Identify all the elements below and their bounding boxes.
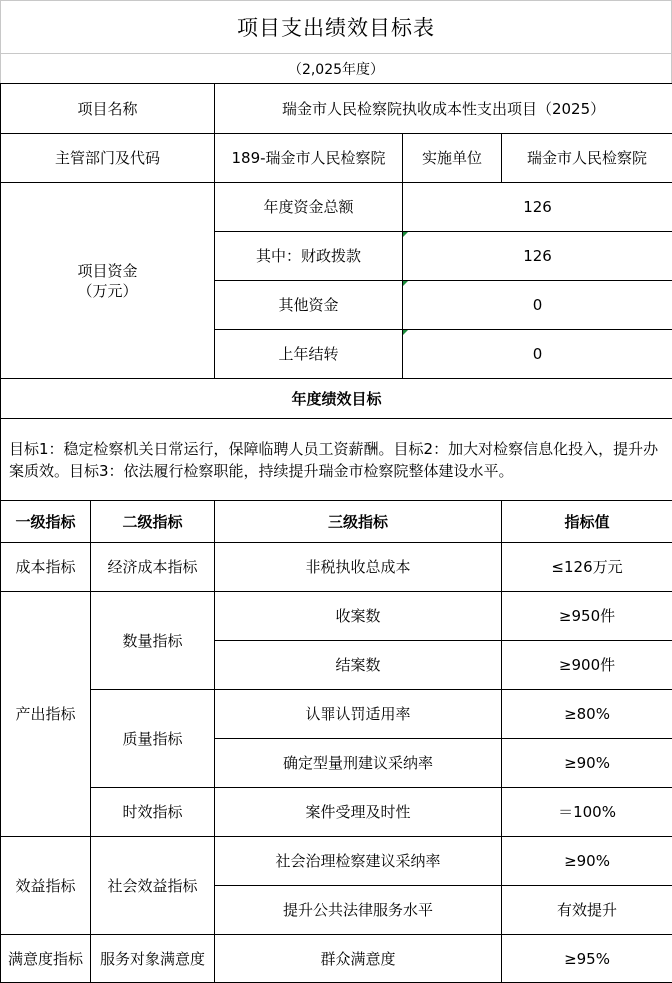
project-name-value: 瑞金市人民检察院执收成本性支出项目（2025） bbox=[215, 84, 672, 134]
indicator-name: 非税执收总成本 bbox=[215, 543, 502, 592]
impl-value: 瑞金市人民检察院 bbox=[502, 134, 672, 183]
dept-value: 189-瑞金市人民检察院 bbox=[215, 134, 403, 183]
indicator-name: 群众满意度 bbox=[215, 935, 502, 983]
funds-row-value: 0 bbox=[403, 281, 672, 330]
project-name-label: 项目名称 bbox=[1, 84, 215, 134]
funds-row-label: 其中：财政拨款 bbox=[215, 232, 403, 281]
header-level3: 三级指标 bbox=[215, 501, 502, 543]
goals-text: 目标1：稳定检察机关日常运行，保障临聘人员工资薪酬。目标2：加大对检察信息化投入，提升办案质效。目标3：依法履行检察职能，持续提升瑞金市检察院整体建设水平。 bbox=[1, 419, 672, 501]
level1-satisfaction: 满意度指标 bbox=[1, 935, 91, 983]
indicator-name: 结案数 bbox=[215, 641, 502, 690]
indicator-value: 有效提升 bbox=[502, 886, 672, 935]
level2-quantity: 数量指标 bbox=[91, 592, 215, 690]
level2-timeliness: 时效指标 bbox=[91, 788, 215, 837]
indicator-value: ≤126万元 bbox=[502, 543, 672, 592]
sheet-title: 项目支出绩效目标表 bbox=[0, 0, 672, 53]
target-table bbox=[0, 83, 672, 983]
funds-label-line2: （万元） bbox=[5, 281, 210, 301]
sheet-year: （2,025年度） bbox=[0, 53, 672, 83]
indicator-value: ≥80% bbox=[502, 690, 672, 739]
funds-row-value: 0 bbox=[403, 330, 672, 379]
indicator-value: ＝100% bbox=[502, 788, 672, 837]
level1-benefit: 效益指标 bbox=[1, 837, 91, 935]
indicator-value: ≥95% bbox=[502, 935, 672, 983]
level2-economic-cost: 经济成本指标 bbox=[91, 543, 215, 592]
header-level1: 一级指标 bbox=[1, 501, 91, 543]
funds-label bbox=[1, 183, 215, 379]
indicator-name: 收案数 bbox=[215, 592, 502, 641]
indicator-name: 确定型量刑建议采纳率 bbox=[215, 739, 502, 788]
funds-row-label: 年度资金总额 bbox=[215, 183, 403, 232]
indicator-name: 社会治理检察建议采纳率 bbox=[215, 837, 502, 886]
funds-label-line1: 项目资金 bbox=[5, 261, 210, 281]
goals-header: 年度绩效目标 bbox=[1, 379, 672, 419]
funds-row-label: 上年结转 bbox=[215, 330, 403, 379]
indicator-value: ≥900件 bbox=[502, 641, 672, 690]
indicator-value: ≥90% bbox=[502, 837, 672, 886]
funds-row-label: 其他资金 bbox=[215, 281, 403, 330]
level1-cost: 成本指标 bbox=[1, 543, 91, 592]
indicator-name: 案件受理及时性 bbox=[215, 788, 502, 837]
level2-service-satisfaction: 服务对象满意度 bbox=[91, 935, 215, 983]
level2-social-benefit: 社会效益指标 bbox=[91, 837, 215, 935]
funds-row-value: 126 bbox=[403, 183, 672, 232]
indicator-value: ≥90% bbox=[502, 739, 672, 788]
header-value: 指标值 bbox=[502, 501, 672, 543]
funds-row-value: 126 bbox=[403, 232, 672, 281]
level1-output: 产出指标 bbox=[1, 592, 91, 837]
indicator-name: 认罪认罚适用率 bbox=[215, 690, 502, 739]
header-level2: 二级指标 bbox=[91, 501, 215, 543]
dept-label: 主管部门及代码 bbox=[1, 134, 215, 183]
level2-quality: 质量指标 bbox=[91, 690, 215, 788]
impl-label: 实施单位 bbox=[403, 134, 502, 183]
indicator-name: 提升公共法律服务水平 bbox=[215, 886, 502, 935]
indicator-value: ≥950件 bbox=[502, 592, 672, 641]
